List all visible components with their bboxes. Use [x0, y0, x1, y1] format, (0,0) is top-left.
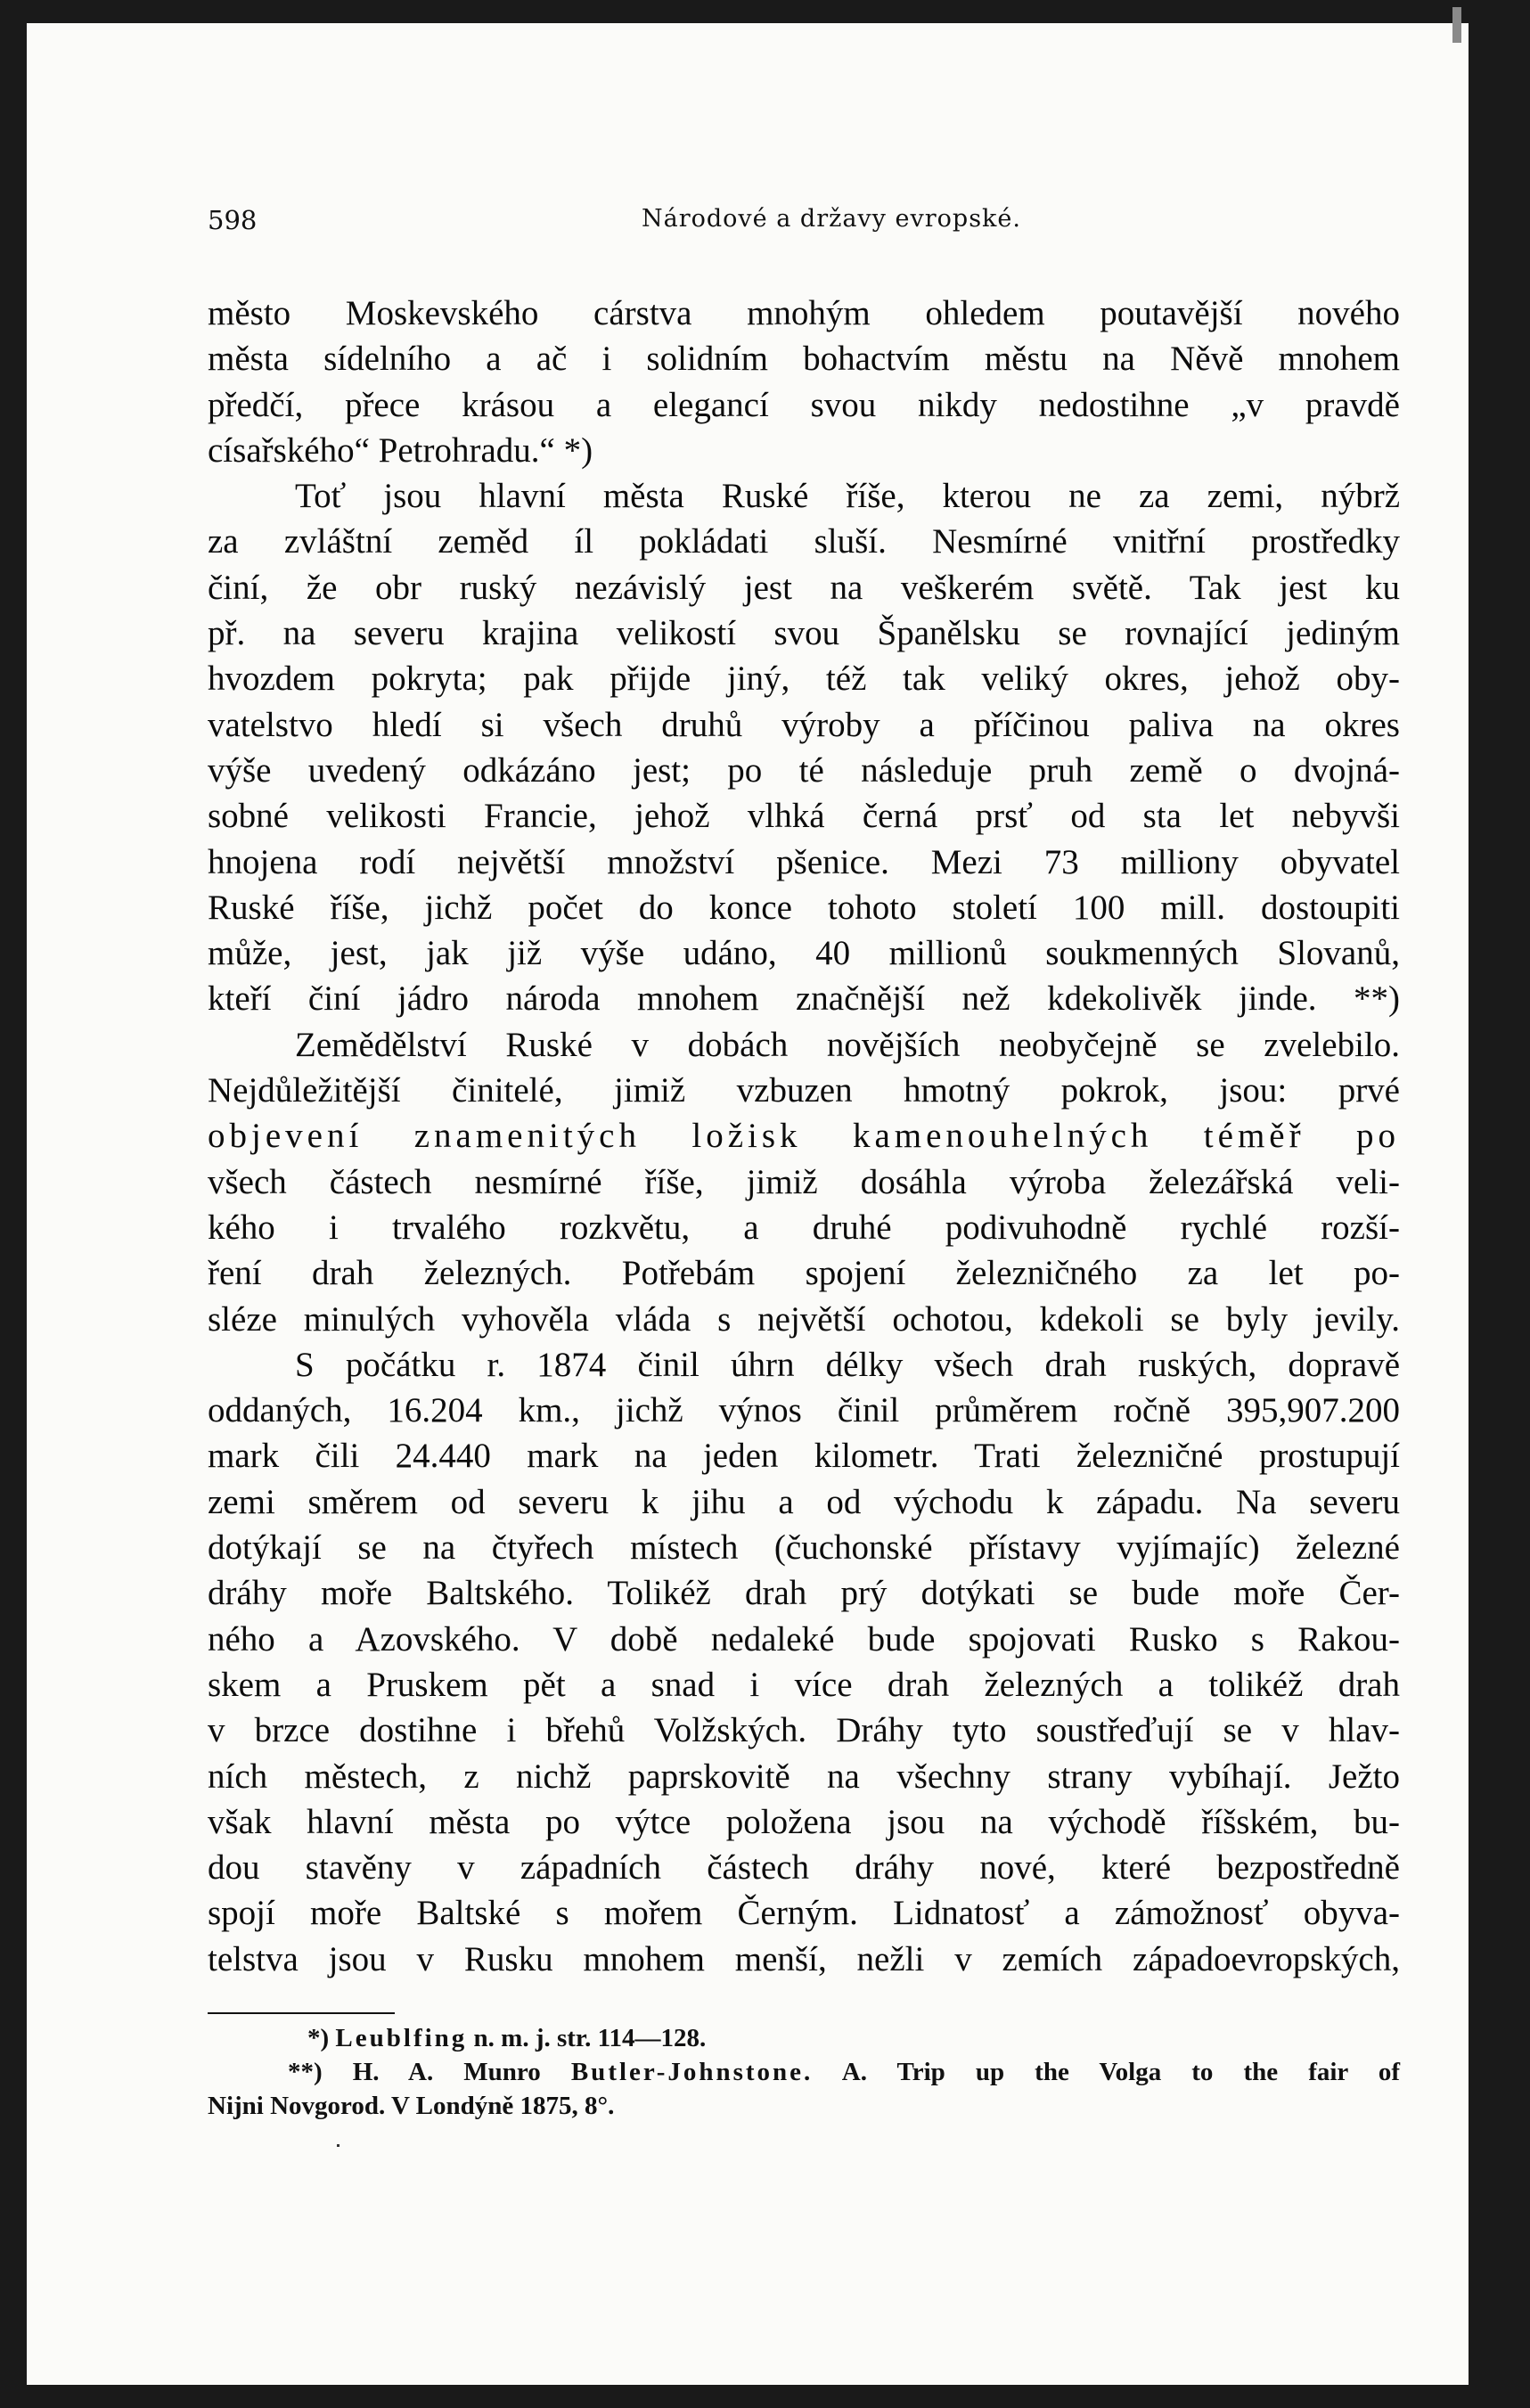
text-line: sléze minulých vyhověla vláda s největší ochotou, kdekoli se byly jevily. — [208, 1299, 1400, 1339]
text-line: císařského“ Petrohradu.“ *) — [208, 430, 593, 470]
text-line: spojí moře Baltské s mořem Černým. Lidnatosť a zámožnosť obyva- — [208, 1894, 1400, 1933]
text-line: mark čili 24.440 mark na jeden kilometr. Trati železničné prostupují — [208, 1437, 1400, 1476]
footnote-marker: **) — [288, 2058, 323, 2086]
footnote-author: Butler-Johnstone. — [570, 2058, 814, 2086]
running-title: Národové a državy evropské. — [642, 205, 1021, 233]
text-line: dotýkají se na čtyřech místech (čuchonské přístavy vyjímajíc) železné — [208, 1528, 1400, 1568]
text-line: města sídelního a ač i solidním bohactvím městu na Něvě mnohem — [208, 340, 1400, 379]
text-line: činí, že obr ruský nezávislý jest na veškerém světě. Tak jest ku — [208, 568, 1400, 607]
text-line: sobné velikosti Francie, jehož vlhká černá prsť od sta let nebyvši — [208, 797, 1400, 836]
text-line: ních městech, z nichž paprskovitě na všechny strany vybíhají. Ježto — [208, 1757, 1400, 1796]
footnote-rule — [208, 2012, 395, 2014]
footnote-2-continuation: Nijni Novgorod. V Londýně 1875, 8°. — [208, 2092, 615, 2120]
footnote-text: n. m. j. str. 114—128. — [473, 2024, 707, 2052]
text-line: ného a Azovského. V době nedaleké bude spojovati Rusko s Rakou- — [208, 1619, 1400, 1659]
text-line: všech částech nesmírné říše, jimiž dosáhla výroba železářská veli- — [208, 1162, 1400, 1201]
text-line: kého i trvalého rozkvětu, a druhé podivuhodně rychlé rozší- — [208, 1208, 1400, 1247]
text-line: př. na severu krajina velikostí svou Španělsku se rovnající jediným — [208, 614, 1400, 653]
text-line: Nejdůležitější činitelé, jimiž vzbuzen hmotný pokrok, jsou: prvé — [208, 1071, 1400, 1110]
text-line: objevení znamenitých ložisk kamenouhelných téměř po — [208, 1117, 1400, 1156]
text-line: za zvláštní zeměd íl pokládati sluší. Nesmírné vnitřní prostředky — [208, 522, 1400, 561]
footnote-2 — [208, 2055, 1400, 2089]
text-line: dou stavěny v západních částech dráhy nové, které bezpostředně — [208, 1848, 1400, 1888]
text-line: Zemědělství Ruské v dobách novějších neobyčejně se zvelebilo. — [295, 1025, 1400, 1064]
page-header — [208, 205, 1402, 250]
text-line: kteří činí jádro národa mnohem značnější než kdekolivěk jinde. **) — [208, 979, 1400, 1019]
text-line: vatelstvo hledí si všech druhů výroby a příčinou paliva na okres — [208, 705, 1400, 744]
text-line: předčí, přece krásou a elegancí svou nikdy nedostihne „v pravdě — [208, 385, 1400, 424]
text-line: hvozdem pokryta; pak přijde jiný, též tak veliký okres, jehož oby- — [208, 659, 1400, 699]
text-line: Toť jsou hlavní města Ruské říše, kterou ne za zemi, nýbrž — [295, 477, 1400, 516]
text-line: dráhy moře Baltského. Tolikéž drah prý dotýkati se bude moře Čer- — [208, 1574, 1400, 1613]
page-speck — [337, 2144, 340, 2147]
page-number: 598 — [208, 205, 258, 235]
text-line: zemi směrem od severu k jihu a od východu k západu. Na severu — [208, 1482, 1400, 1521]
text-line: může, jest, jak již výše udáno, 40 millionů soukmenných Slovanů, — [208, 934, 1400, 973]
footnote-marker: *) — [307, 2024, 330, 2052]
text-line: hnojena rodí největší množství pšenice. Mezi 73 milliony obyvatel — [208, 842, 1400, 881]
footnote-text: A. Trip up the Volga to the fair of — [841, 2058, 1400, 2086]
text-line: město Moskevského cárstva mnohým ohledem poutavější nového — [208, 294, 1400, 332]
footnote-author: Leublfing — [335, 2024, 468, 2052]
text-line: skem a Pruskem pět a snad i více drah železných a tolikéž drah — [208, 1665, 1400, 1704]
text-line: však hlavní města po výtce položena jsou na východě říšském, bu- — [208, 1802, 1400, 1841]
footnotes — [208, 2021, 1400, 2123]
book-page — [27, 23, 1469, 2385]
footnote-text: H. A. Munro — [352, 2058, 541, 2086]
text-line: oddaných, 16.204 km., jichž výnos činil průměrem ročně 395,907.200 — [208, 1391, 1400, 1430]
text-line: v brzce dostihne i břehů Volžských. Dráhy tyto soustřeďují se v hlav- — [208, 1711, 1400, 1750]
text-line: Ruské říše, jichž počet do konce tohoto století 100 mill. dostoupiti — [208, 888, 1400, 927]
scan-edge-mark — [1452, 7, 1461, 43]
body-text — [208, 291, 1400, 1982]
text-line: ření drah železných. Potřebám spojení železničného za let po- — [208, 1254, 1400, 1293]
text-line: výše uvedený odkázáno jest; po té následuje pruh země o dvojná- — [208, 750, 1400, 790]
text-line: telstva jsou v Rusku mnohem menší, nežli v zemích západoevropských, — [208, 1939, 1400, 1978]
text-line: S počátku r. 1874 činil úhrn délky všech drah ruských, dopravě — [295, 1345, 1400, 1384]
footnote-1 — [208, 2021, 1400, 2055]
